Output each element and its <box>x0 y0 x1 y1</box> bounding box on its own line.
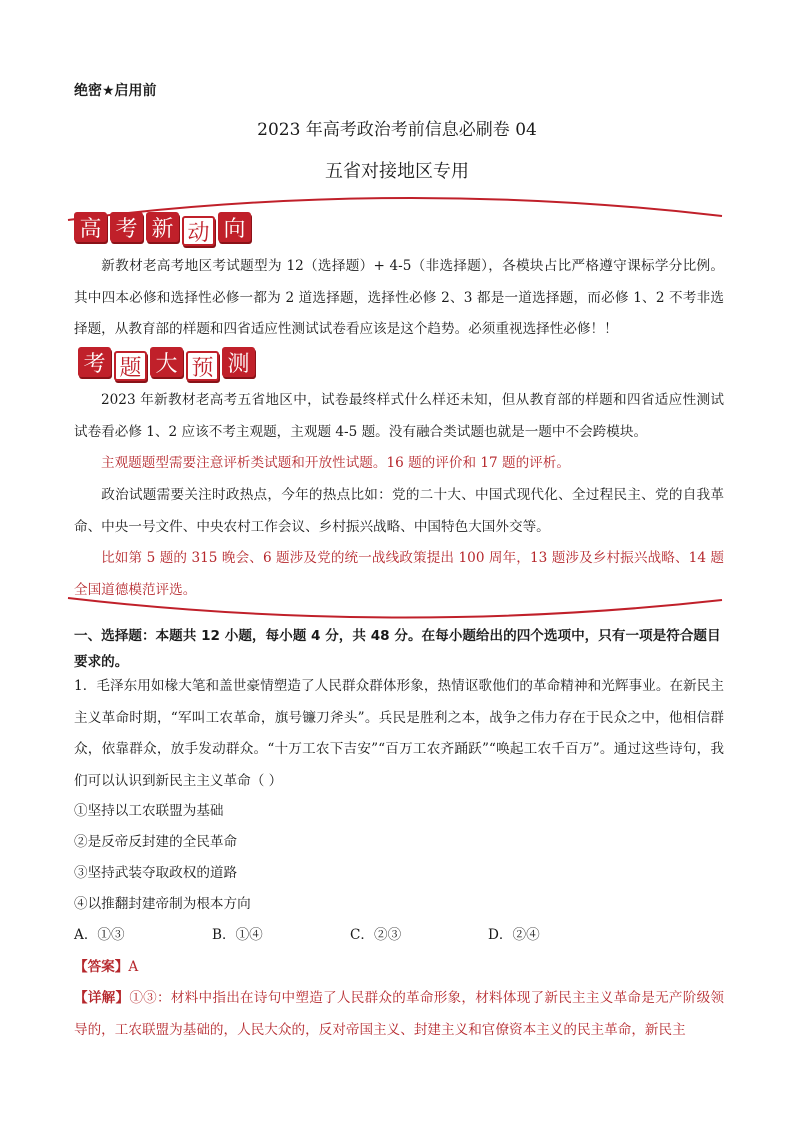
banner-char: 向 <box>218 212 251 242</box>
secret-label: 绝密★启用前 <box>74 83 157 99</box>
trend-paragraph: 新教材老高考地区考试题型为 12（选择题）+ 4-5（非选择题），各模块占比严格遵守课标学分比例。其中四本必修和选择性必修一都为 2 道选择题，选择性必修 2、3 都是一道选择题，而必修 1、2 不考非选择题，从教育部的样题和四省适应性测试试卷看应该是这个趋势。必须重视选择性必修！！ <box>74 258 724 337</box>
question-1-options <box>74 922 626 948</box>
question-1-item-2: ②是反帝反封建的全民革命 <box>74 834 238 850</box>
section-heading: 一、选择题：本题共 12 小题，每小题 4 分，共 48 分。在每小题给出的四个选项中，只有一项是符合题目要求的。 <box>74 628 721 670</box>
bottom-arc-divider <box>60 596 730 626</box>
banner-char: 考 <box>110 212 143 242</box>
banner-char: 新 <box>146 212 179 242</box>
banner-new-trend <box>74 212 251 246</box>
answer-label: 【答案】 <box>74 959 129 975</box>
banner-char: 大 <box>150 347 183 377</box>
option-a: A．①③ <box>74 927 125 943</box>
forecast-paragraph-4: 比如第 5 题的 315 晚会、6 题涉及党的统一战线政策提出 100 周年，13 题涉及乡村振兴战略、14 题全国道德模范评选。 <box>74 550 724 598</box>
detail-text: ①③：材料中指出在诗句中塑造了人民群众的革命形象，材料体现了新民主主义革命是无产阶级领导的，工农联盟为基础的，人民大众的，反对帝国主义、封建主义和官僚资本主义的民主革命，新民主 <box>74 990 725 1038</box>
banner-char: 考 <box>78 347 111 377</box>
forecast-paragraph-1: 2023 年新教材老高考五省地区中，试卷最终样式什么样还未知，但从教育部的样题和四省适应性测试试卷看必修 1、2 应该不考主观题，主观题 4-5 题。没有融合类试题也就是一题中不会跨模块。 <box>74 392 724 440</box>
exam-title: 2023 年高考政治考前信息必刷卷 04 <box>257 120 537 140</box>
question-1-item-4: ④以推翻封建帝制为根本方向 <box>74 896 251 912</box>
banner-char: 预 <box>186 351 219 381</box>
option-c: C．②③ <box>350 927 402 943</box>
option-b: B．①④ <box>212 927 263 943</box>
option-d: D．②④ <box>488 927 540 943</box>
banner-char: 测 <box>222 347 255 377</box>
banner-char: 题 <box>114 351 147 381</box>
answer-value: A <box>128 959 139 975</box>
exam-subtitle: 五省对接地区专用 <box>325 161 469 182</box>
forecast-paragraph-3: 政治试题需要关注时政热点，今年的热点比如：党的二十大、中国式现代化、全过程民主、党的自我革命、中央一号文件、中央农村工作会议、乡村振兴战略、中国特色大国外交等。 <box>74 487 724 535</box>
banner-char: 高 <box>74 212 107 242</box>
question-1-item-1: ①坚持以工农联盟为基础 <box>74 803 224 819</box>
question-1-answer <box>74 952 724 984</box>
question-1-detail <box>74 983 724 1046</box>
question-1-stem: 1．毛泽东用如椽大笔和盖世豪情塑造了人民群众群体形象，热情讴歌他们的革命精神和光辉事业。在新民主主义革命时期，“军叫工农革命，旗号镰刀斧头”。兵民是胜利之本，战争之伟力存在于民众之中，他相信群众，依靠群众，放手发动群众。“十万工农下吉安”“百万工农齐踊跃”“唤起工农千百万”。通过这些诗句，我们可以认识到新民主主义革命（ ） <box>74 678 724 789</box>
question-1-item-3: ③坚持武装夺取政权的道路 <box>74 865 238 881</box>
banner-forecast <box>78 347 255 381</box>
forecast-paragraph-2: 主观题题型需要注意评析类试题和开放性试题。16 题的评价和 17 题的评析。 <box>101 455 570 471</box>
detail-label: 【详解】 <box>74 990 130 1006</box>
banner-char: 动 <box>182 216 215 246</box>
